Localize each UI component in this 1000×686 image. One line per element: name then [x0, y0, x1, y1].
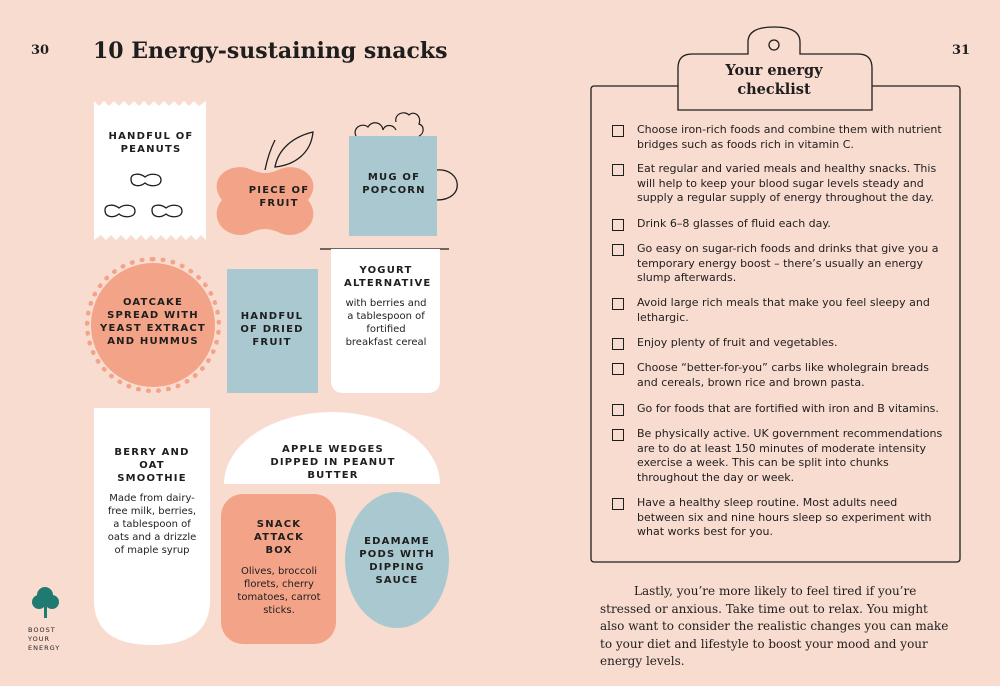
checklist-item-text: Go easy on sugar-rich foods and drinks that give you a temporary energy boost – there’s usually an energy slump afterwards. — [637, 242, 939, 284]
snack-edamame-title: EDAMAME PODS WITH DIPPING SAUCE — [359, 536, 435, 586]
page-number-right: 31 — [952, 43, 971, 58]
snack-apple-title: APPLE WEDGES DIPPED IN PEANUT BUTTER — [270, 444, 396, 481]
footer-brand-line1: BOOST — [28, 626, 56, 634]
checklist-item — [612, 296, 944, 325]
checklist-title — [700, 61, 848, 99]
snack-yogurt-title: YOGURT ALTERNATIVE — [344, 265, 432, 289]
footer-brand-line2: YOUR — [28, 635, 51, 643]
snack-oatcake-title: OATCAKE SPREAD WITH YEAST EXTRACT AND HUMMUS — [100, 297, 206, 347]
checkbox[interactable] — [612, 164, 624, 176]
checklist-item — [612, 162, 944, 206]
checkbox[interactable] — [612, 429, 624, 441]
snack-smoothie-desc: Made from dairy-free milk, berries, a tablespoon of oats and a drizzle of maple syrup — [107, 493, 197, 556]
checkbox[interactable] — [612, 244, 624, 256]
snack-yogurt-desc: with berries and a tablespoon of fortified breakfast cereal — [345, 298, 427, 348]
checkbox[interactable] — [612, 338, 624, 350]
snack-dried-fruit-title: HANDFUL OF DRIED FRUIT — [240, 311, 304, 348]
checklist-item — [612, 123, 944, 152]
checklist-item-text: Have a healthy sleep routine. Most adults need between six and nine hours sleep so experiment with what works best for you. — [637, 496, 932, 538]
snack-smoothie-title: BERRY AND OAT SMOOTHIE — [114, 447, 190, 484]
checkbox[interactable] — [612, 498, 624, 510]
checklist-item — [612, 336, 944, 351]
snack-fruit-title: PIECE OF FRUIT — [248, 185, 310, 209]
checklist-title-line1: Your energy — [725, 62, 823, 79]
page-number-left: 30 — [31, 43, 50, 58]
checklist-item — [612, 242, 944, 286]
tree-logo-icon — [32, 587, 59, 618]
footer-brand-line3: ENERGY — [28, 644, 61, 652]
checklist-item — [612, 427, 944, 485]
snack-popcorn-title: MUG OF POPCORN — [362, 172, 426, 196]
snack-peanuts-title: HANDFUL OF PEANUTS — [108, 131, 194, 155]
checkbox[interactable] — [612, 219, 624, 231]
checklist-item-text: Be physically active. UK government recommendations are to do at least 150 minutes of moderate intensity exercise a week. This can be split into chunks throughout the day or week. — [637, 427, 943, 484]
checklist-item — [612, 217, 944, 232]
page-title: 10 Energy-sustaining snacks — [93, 38, 448, 64]
checklist-item — [612, 361, 944, 390]
snack-box-title: SNACK ATTACK BOX — [253, 519, 305, 556]
checklist-item-text: Choose “better-for-you” carbs like wholegrain breads and cereals, brown rice and brown pasta. — [637, 361, 929, 389]
clipboard-frame — [580, 20, 970, 570]
checklist-item-text: Drink 6–8 glasses of fluid each day. — [637, 217, 831, 230]
checkbox[interactable] — [612, 404, 624, 416]
snack-box-desc: Olives, broccoli florets, cherry tomatoes, carrot sticks. — [237, 566, 321, 616]
checklist-title-line2: checklist — [737, 81, 811, 98]
closing-paragraph: Lastly, you’re more likely to feel tired if you’re stressed or anxious. Take time out to relax. You might also want to consider the realistic changes you can make to your diet and lifestyle to boost your mood and your energy levels. — [600, 584, 949, 668]
checklist-item — [612, 496, 944, 540]
checklist-item-text: Choose iron-rich foods and combine them with nutrient bridges such as foods rich in vitamin C. — [637, 123, 942, 151]
checklist-item-text: Enjoy plenty of fruit and vegetables. — [637, 336, 838, 349]
checkbox[interactable] — [612, 125, 624, 137]
peanut-wrapper-shape — [94, 101, 206, 240]
checklist-item — [612, 402, 944, 417]
footer-brand — [28, 626, 60, 653]
checklist-item-text: Go for foods that are fortified with iron and B vitamins. — [637, 402, 939, 415]
checklist-item-text: Eat regular and varied meals and healthy snacks. This will help to keep your blood sugar levels steady and supply a regular supply of energy throughout the day. — [637, 162, 937, 204]
checkbox[interactable] — [612, 363, 624, 375]
checklist-item-text: Avoid large rich meals that make you feel sleepy and lethargic. — [637, 296, 930, 324]
checkbox[interactable] — [612, 298, 624, 310]
